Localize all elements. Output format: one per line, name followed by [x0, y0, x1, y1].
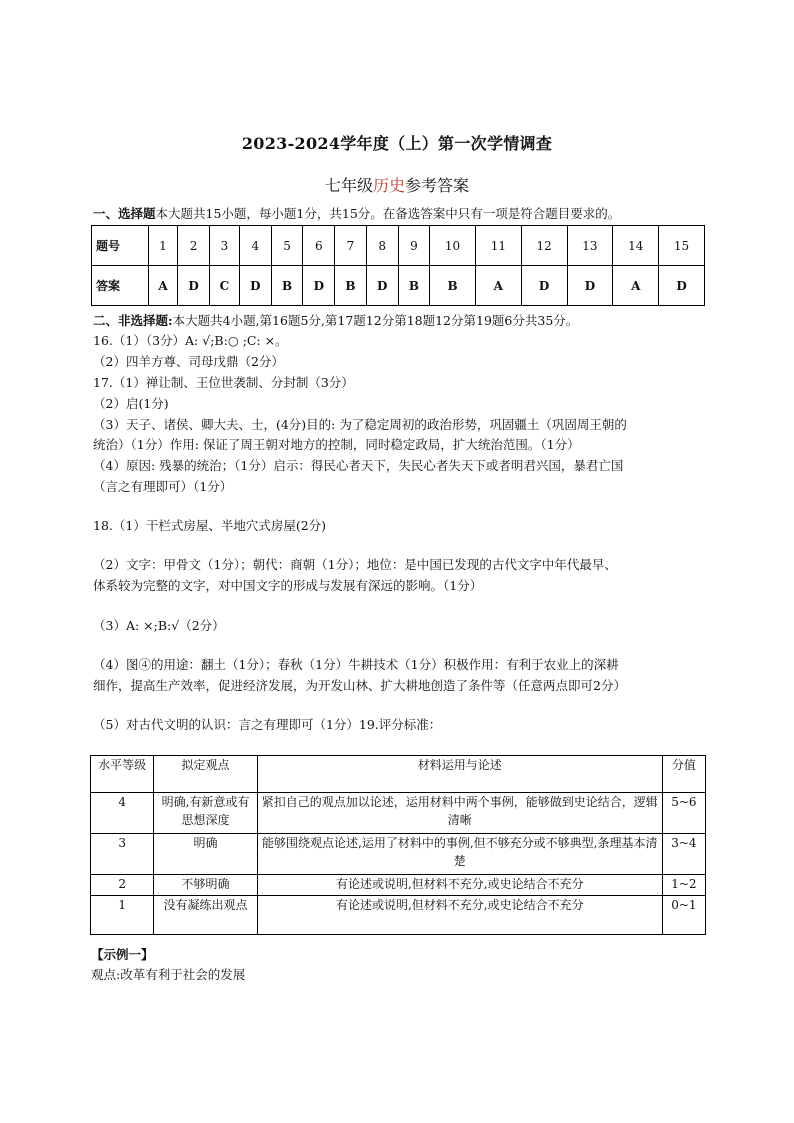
answer-cell: D	[567, 266, 613, 306]
rubric-score: 5~6	[662, 793, 705, 834]
question-number: 7	[335, 226, 366, 266]
answer-line: 16.（1）（3分）A: √;B:○ ;C: ×。	[93, 333, 288, 348]
answer-cell: B	[335, 266, 366, 306]
answer-line: （4）原因: 残暴的统治；（1分）启示：得民心者天下，失民心者失天下或者明君兴国，暴君亡国	[93, 458, 624, 473]
rubric-score: 3~4	[662, 834, 705, 875]
rubric-material: 有论述或说明,但材料不充分,或史论结合不充分	[257, 875, 662, 896]
question-number: 3	[210, 226, 240, 266]
question-number: 1	[149, 226, 178, 266]
answer-cell: B	[430, 266, 476, 306]
subtitle-suffix: 参考答案	[405, 176, 470, 195]
example-heading: 【示例一】	[91, 947, 154, 962]
section1-desc: 本大题共15小题，每小题1分，共15分。在备选答案中只有一项是符合题目要求的。	[155, 206, 621, 221]
answer-cell: D	[303, 266, 335, 306]
rubric-level: 1	[91, 896, 154, 935]
document-title: 2023-2024学年度（上）第一次学情调查	[241, 134, 553, 153]
answer-line: 细作，提高生产效率，促进经济发展，为开发山林、扩大耕地创造了条件等（任意两点即可2分）	[93, 678, 626, 693]
rubric-score: 1~2	[662, 875, 705, 896]
answer-line: （3）天子、诸侯、卿大夫、士，(4分)目的: 为了稳定周初的政治形势，巩固疆土（巩固周王朝的	[93, 417, 627, 432]
answer-cell: C	[210, 266, 240, 306]
answer-cell: D	[659, 266, 705, 306]
answer-line: 18.（1）干栏式房屋、半地穴式房屋(2分)	[93, 518, 327, 533]
rubric-table	[90, 755, 706, 935]
section2-heading: 二、非选择题:	[93, 313, 173, 328]
number-row-label: 题号	[92, 226, 149, 266]
rubric-header: 水平等级	[91, 756, 154, 793]
answer-line: （2）四羊方尊、司母戊鼎（2分）	[93, 354, 284, 369]
rubric-row	[91, 834, 706, 875]
rubric-material: 能够围绕观点论述,运用了材料中的事例,但不够充分或不够典型,条理基本清楚	[257, 834, 662, 875]
rubric-header: 拟定观点	[154, 756, 258, 793]
answer-line: （言之有理即可）（1分）	[93, 479, 233, 494]
rubric-level: 2	[91, 875, 154, 896]
section1-intro	[93, 205, 620, 223]
rubric-view: 明确,有新意或有思想深度	[154, 793, 258, 834]
answer-table-answer-row	[92, 266, 705, 306]
answer-line: （2）启(1分)	[93, 396, 169, 411]
answer-line: （2）文字：甲骨文（1分）；朝代：商朝（1分）；地位：是中国已发现的古代文字中年代最早、	[93, 557, 617, 572]
rubric-row	[91, 793, 706, 834]
answer-cell: A	[475, 266, 521, 306]
rubric-header-row	[91, 756, 706, 793]
question-number: 11	[475, 226, 521, 266]
rubric-score: 0~1	[662, 896, 705, 935]
question-number: 10	[430, 226, 476, 266]
answer-line: （4）图④的用途：翻土（1分）；春秋（1分）牛耕技术（1分）积极作用：有利于农业上的深耕	[93, 657, 619, 672]
question-number: 6	[303, 226, 335, 266]
answer-cell: D	[366, 266, 398, 306]
document-subtitle	[0, 173, 794, 196]
question-number: 5	[271, 226, 302, 266]
question-number: 15	[659, 226, 705, 266]
answer-table-number-row	[92, 226, 705, 266]
answer-line: 体系较为完整的文字，对中国文字的形成与发展有深远的影响。（1分）	[93, 578, 483, 593]
question-number: 9	[398, 226, 429, 266]
question-number: 14	[613, 226, 659, 266]
answer-cell: D	[239, 266, 271, 306]
answer-row-label: 答案	[92, 266, 149, 306]
answer-cell: D	[521, 266, 567, 306]
question-number: 8	[366, 226, 398, 266]
section1-heading: 一、选择题	[93, 206, 156, 221]
subtitle-prefix: 七年级	[324, 176, 373, 195]
rubric-level: 3	[91, 834, 154, 875]
rubric-material: 有论述或说明,但材料不充分,或史论结合不充分	[257, 896, 662, 935]
rubric-header: 分值	[662, 756, 705, 793]
answer-cell: D	[178, 266, 210, 306]
rubric-material: 紧扣自己的观点加以论述，运用材料中两个事例，能够做到史论结合，逻辑清晰	[257, 793, 662, 834]
question-number: 4	[239, 226, 271, 266]
section2-desc: 本大题共4小题,第16题5分,第17题12分第18题12分第19题6分共35分。	[172, 313, 579, 328]
answer-cell: A	[613, 266, 659, 306]
rubric-view: 明确	[154, 834, 258, 875]
rubric-row	[91, 896, 706, 935]
example-view: 观点:改革有利于社会的发展	[91, 967, 246, 982]
answer-cell: B	[271, 266, 302, 306]
section2-intro	[93, 312, 578, 330]
rubric-row	[91, 875, 706, 896]
answer-line: 17.（1）禅让制、王位世袭制、分封制（3分）	[93, 375, 354, 390]
question-number: 12	[521, 226, 567, 266]
answer-cell: B	[398, 266, 429, 306]
rubric-level: 4	[91, 793, 154, 834]
subtitle-subject: 历史	[372, 176, 405, 195]
answer-line: （5）对古代文明的认识：言之有理即可（1分）19.评分标准：	[93, 717, 442, 732]
question-number: 2	[178, 226, 210, 266]
answer-cell: A	[149, 266, 178, 306]
answer-line: （3）A: ×;B:√（2分）	[93, 618, 225, 633]
rubric-header: 材料运用与论述	[257, 756, 662, 793]
answer-line: 统治）（1分）作用: 保证了周王朝对地方的控制，同时稳定政局，扩大统治范围。（1分）	[93, 437, 580, 452]
answer-table	[91, 225, 705, 306]
rubric-view: 不够明确	[154, 875, 258, 896]
rubric-view: 没有凝练出观点	[154, 896, 258, 935]
question-number: 13	[567, 226, 613, 266]
